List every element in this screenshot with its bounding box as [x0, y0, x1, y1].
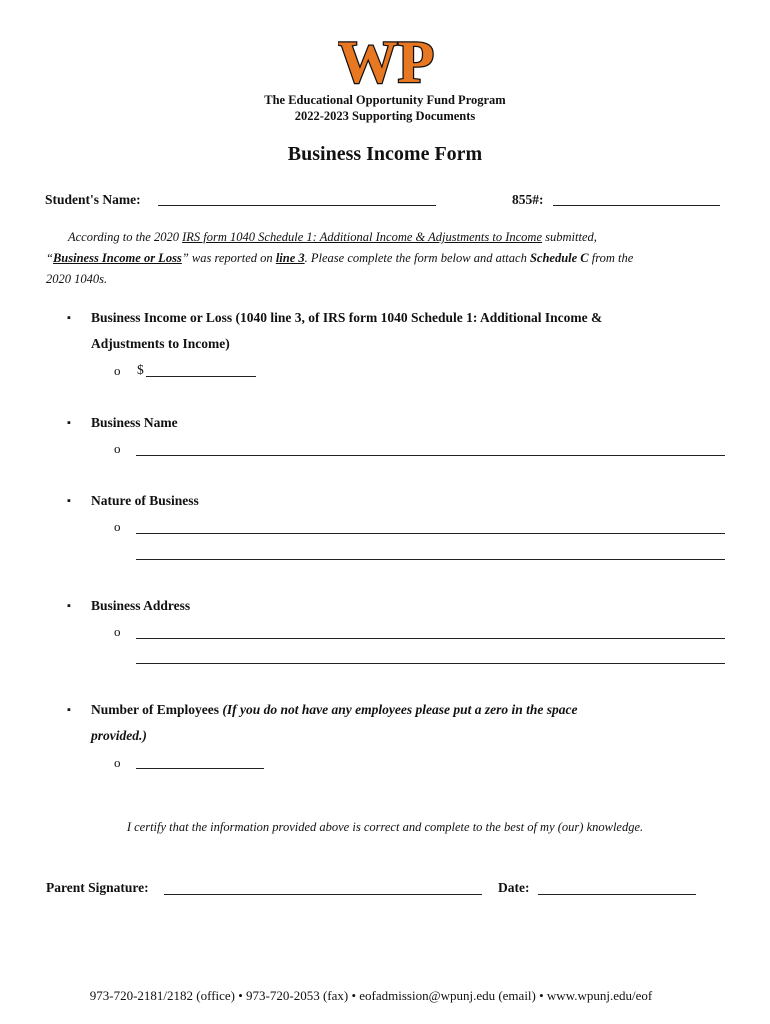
bullet-icon: ▪ — [67, 417, 71, 429]
dollar-sign: $ — [137, 362, 144, 377]
page-title: Business Income Form — [287, 143, 483, 165]
sub-bullet-icon: o — [114, 363, 121, 378]
business-address-field-2[interactable] — [136, 663, 725, 664]
irs-form-reference: IRS form 1040 Schedule 1: Additional Income & Adjustments to Income — [182, 230, 543, 244]
nature-of-business-label: Nature of Business — [91, 493, 199, 508]
intro-text-2: submitted, — [542, 230, 597, 244]
date-label: Date: — [498, 880, 530, 895]
logo-text: WP — [338, 29, 434, 95]
parent-signature-label: Parent Signature: — [46, 880, 149, 895]
wp-logo — [338, 24, 434, 96]
nature-of-business-field-2[interactable] — [136, 559, 725, 560]
business-name-field[interactable] — [136, 455, 725, 456]
income-label-line2: Adjustments to Income) — [91, 336, 230, 351]
intro-text-1: According to the 2020 — [68, 230, 183, 244]
income-item-label — [91, 305, 602, 357]
date-field[interactable] — [538, 894, 696, 895]
student-name-label: Student's Name: — [45, 192, 141, 207]
bullet-icon: ▪ — [67, 704, 71, 716]
business-income-term: Business Income or Loss — [52, 251, 182, 265]
line-reference: line 3 — [275, 251, 305, 265]
employees-note-line2: provided.) — [91, 728, 147, 743]
income-label-line1: Business Income or Loss (1040 line 3, of IRS form 1040 Schedule 1: Additional Income & — [91, 310, 603, 325]
document-year: 2022-2023 Supporting Documents — [294, 109, 476, 123]
employees-label: Number of Employees — [91, 702, 223, 717]
schedule-c-reference: Schedule C — [529, 251, 589, 265]
employees-item-label — [91, 697, 711, 749]
employees-note-line1: (If you do not have any employees please put a zero in the space — [222, 702, 578, 717]
intro-paragraph — [46, 227, 726, 290]
intro-text-5: from the — [588, 251, 634, 265]
id-number-label: 855#: — [512, 192, 544, 207]
student-name-field[interactable] — [158, 205, 436, 206]
business-address-field-1[interactable] — [136, 638, 725, 639]
bullet-icon: ▪ — [67, 312, 71, 324]
intro-text-6: 2020 1040s. — [46, 272, 108, 286]
intro-text-3: ” was reported on — [181, 251, 276, 265]
income-amount-field[interactable] — [146, 376, 256, 377]
sub-bullet-icon: o — [114, 519, 121, 534]
parent-signature-field[interactable] — [164, 894, 482, 895]
intro-text-4: . Please complete the form below and attach — [304, 251, 530, 265]
program-name: The Educational Opportunity Fund Program — [264, 93, 506, 107]
business-address-label: Business Address — [91, 598, 191, 613]
id-number-field[interactable] — [553, 205, 720, 206]
certification-statement: I certify that the information provided above is correct and complete to the best of my (our) knowledge. — [126, 820, 644, 834]
quote-open: “ — [46, 251, 53, 265]
footer-contact: 973-720-2181/2182 (office) • 973-720-2053 (fax) • eofadmission@wpunj.edu (email) • www.wpunj.edu/eof — [89, 988, 653, 1003]
bullet-icon: ▪ — [67, 495, 71, 507]
business-name-label: Business Name — [91, 415, 178, 430]
bullet-icon: ▪ — [67, 600, 71, 612]
sub-bullet-icon: o — [114, 755, 121, 770]
sub-bullet-icon: o — [114, 624, 121, 639]
employees-count-field[interactable] — [136, 768, 264, 769]
nature-of-business-field-1[interactable] — [136, 533, 725, 534]
sub-bullet-icon: o — [114, 441, 121, 456]
